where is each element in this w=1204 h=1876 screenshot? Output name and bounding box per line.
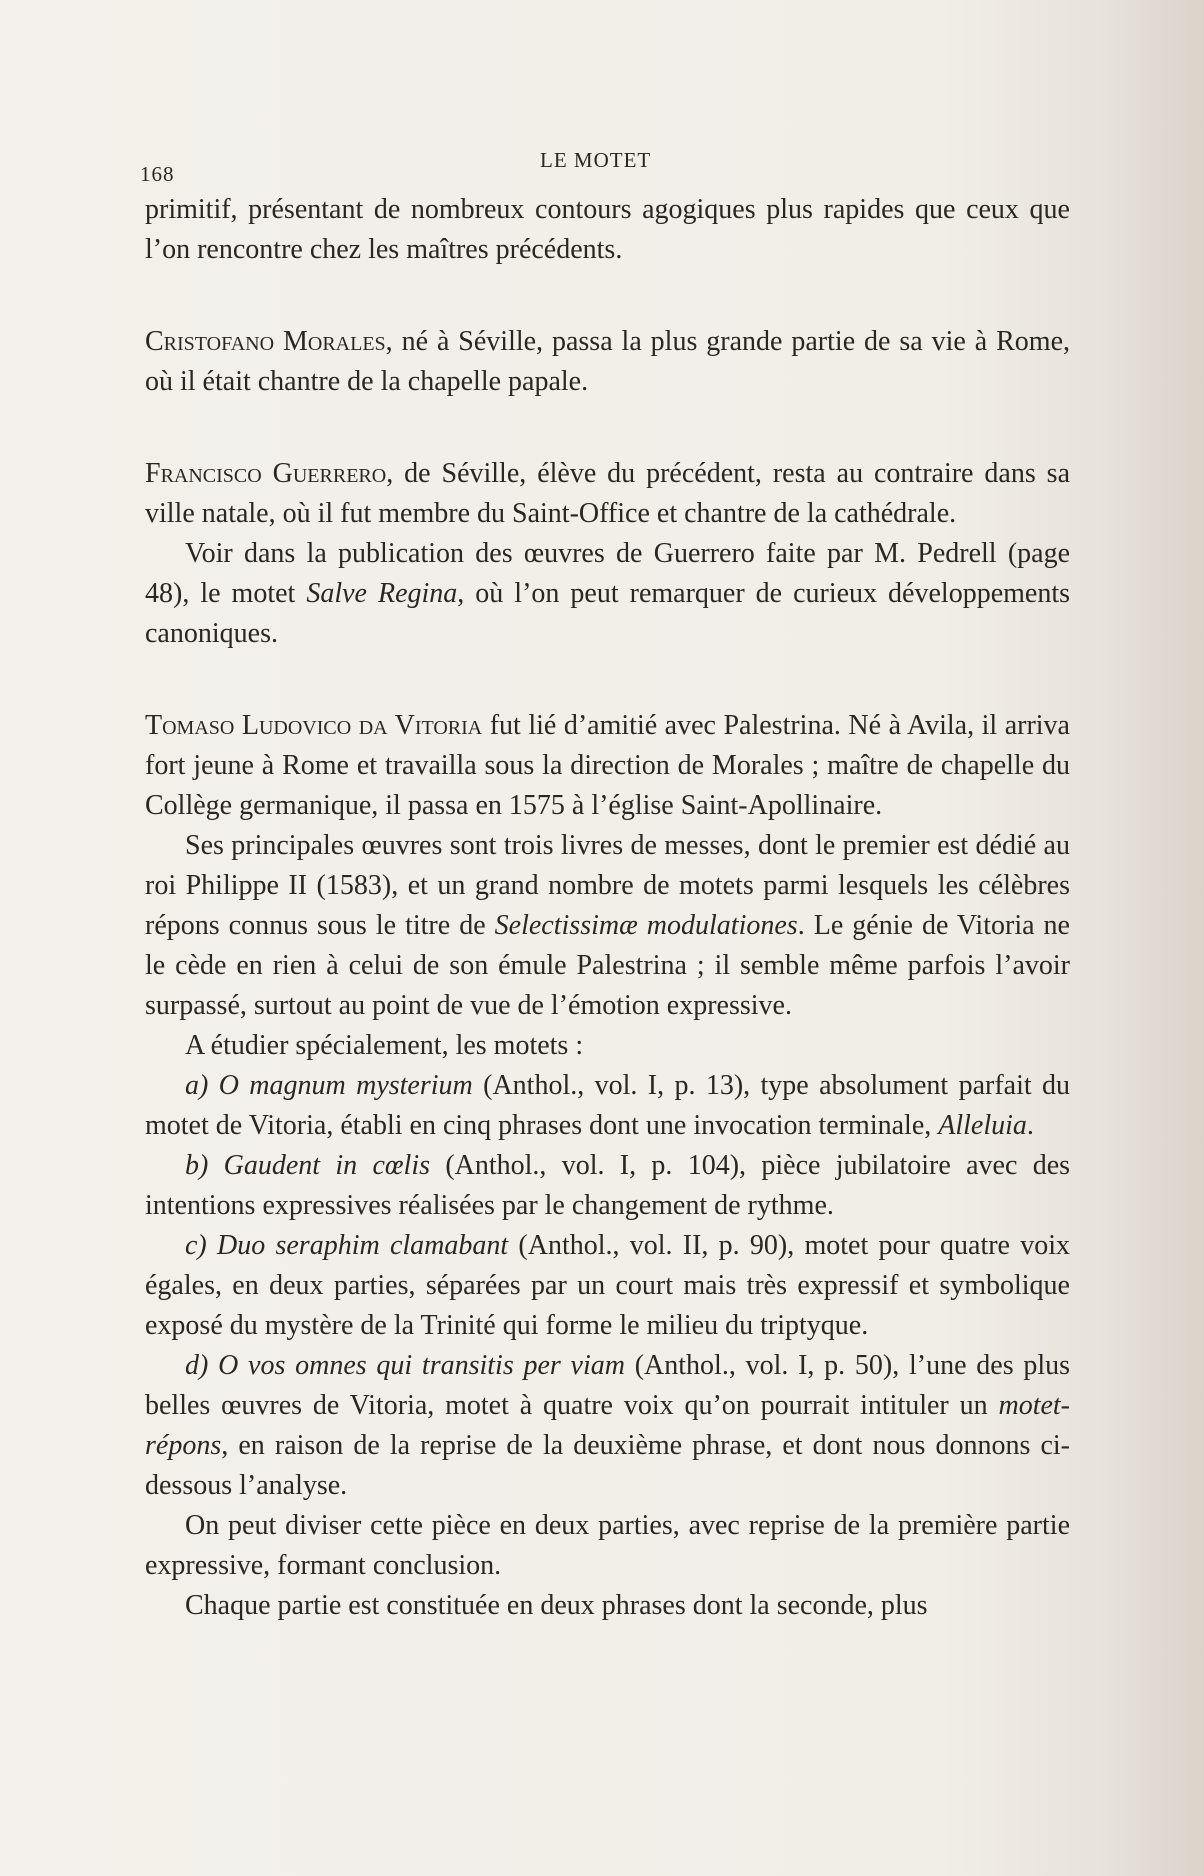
work-title: O vos omnes qui transitis per viam (218, 1350, 625, 1381)
work-title: O magnum mysterium (218, 1070, 473, 1101)
work-title: Gaudent in cœlis (223, 1150, 431, 1181)
list-marker: c) (185, 1230, 207, 1261)
paragraph-study-intro: A étudier spécialement, les motets : (185, 1030, 584, 1061)
list-marker: a) (185, 1070, 209, 1101)
paragraph-guerrero: Francisco Guerrero, de Séville, élève du précédent, resta au contraire dans sa ville natale, où il fut membre du Saint-Office et chantre de la cathédrale. (145, 458, 1070, 529)
body-text (145, 190, 1070, 1626)
list-marker: b) (185, 1150, 209, 1181)
work-title: motet-répons (145, 1390, 1070, 1461)
paragraph-guerrero-works: Voir dans la publication des œuvres de Guerrero faite par M. Pedrell (page 48), le motet Salve Regina, où l’on peut remarquer de curieux développements canoniques. (145, 538, 1070, 649)
composer-name: Tomaso Ludovico da Vitoria (145, 710, 483, 741)
work-title: Alleluia (938, 1110, 1027, 1141)
work-title: Salve Regina (306, 578, 458, 609)
paragraph-vitoria-works: Ses principales œuvres sont trois livres de messes, dont le premier est dédié au roi Philippe II (1583), et un grand nombre de motets parmi lesquels les célèbres répons connus sous le titre de Selectissimæ modulationes. Le génie de Vitoria ne le cède en rien à celui de son émule Palestrina ; il semble même parfois l’avoir surpassé, surtout au point de vue de l’émotion expressive. (145, 830, 1070, 1021)
work-title: Duo seraphim clamabant (217, 1230, 509, 1261)
paragraph-morales: Cristofano Morales, né à Séville, passa la plus grande partie de sa vie à Rome, où il était chantre de la chapelle papale. (145, 326, 1070, 397)
list-item: c) Duo seraphim clamabant (Anthol., vol. II, p. 90), motet pour quatre voix égales, en deux parties, séparées par un court mais très expressif et symbolique exposé du mystère de la Trinité qui forme le milieu du triptyque. (145, 1230, 1071, 1341)
paragraph-vitoria: Tomaso Ludovico da Vitoria fut lié d’amitié avec Palestrina. Né à Avila, il arriva fort jeune à Rome et travailla sous la direction de Morales ; maître de chapelle du Collège germanique, il passa en 1575 à l’église Saint-Apollinaire. (145, 710, 1070, 821)
list-marker: d) (185, 1350, 209, 1381)
paragraph-structure: On peut diviser cette pièce en deux parties, avec reprise de la première partie expressive, formant conclusion. (145, 1510, 1070, 1581)
running-head (140, 148, 1080, 188)
running-title: LE MOTET (540, 148, 652, 172)
list-item: d) O vos omnes qui transitis per viam (Anthol., vol. I, p. 50), l’une des plus belles œuvres de Vitoria, motet à quatre voix qu’on pourrait intituler un motet-répons, en raison de la reprise de la deuxième phrase, et dont nous donnons ci-dessous l’analyse. (145, 1350, 1071, 1501)
list-item: b) Gaudent in cœlis (Anthol., vol. I, p. 104), pièce jubilatoire avec des intentions expressives réalisées par le changement de rythme. (145, 1150, 1071, 1221)
work-title: Selectissimæ modulationes (494, 910, 798, 941)
list-item: a) O magnum mysterium (Anthol., vol. I, p. 13), type absolument parfait du motet de Vitoria, établi en cinq phrases dont une invocation terminale, Alleluia. (145, 1070, 1071, 1141)
composer-name: Cristofano Morales (145, 326, 386, 357)
paragraph-continuation: primitif, présentant de nombreux contours agogiques plus rapides que ceux que l’on rencontre chez les maîtres précédents. (145, 194, 1070, 265)
composer-name: Francisco Guerrero (145, 458, 387, 489)
page-number: 168 (140, 162, 175, 186)
paragraph-final: Chaque partie est constituée en deux phrases dont la seconde, plus (185, 1590, 928, 1621)
